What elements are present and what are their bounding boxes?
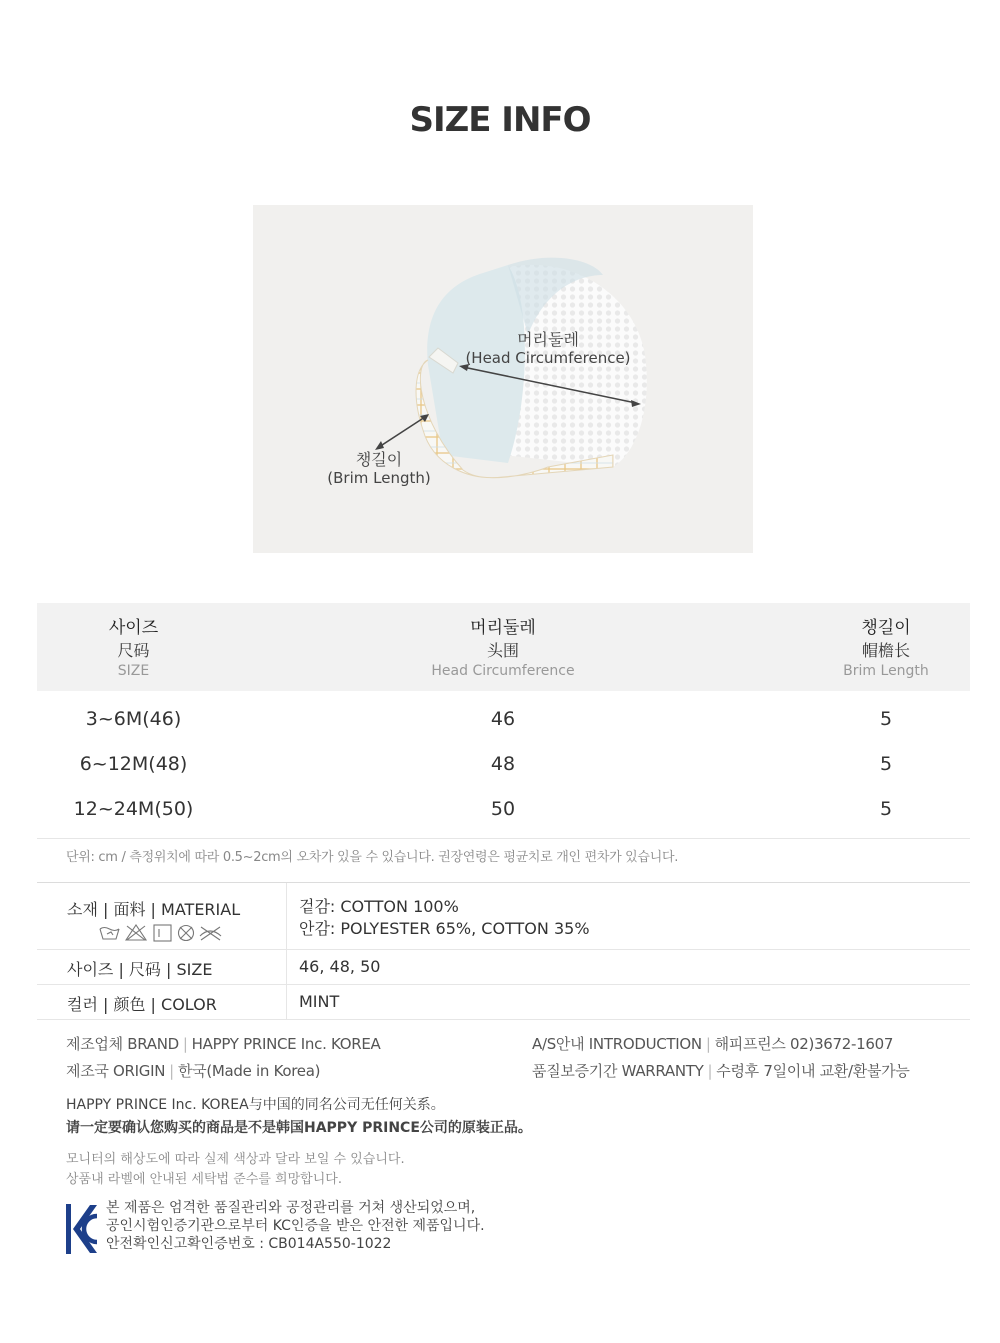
divider xyxy=(286,883,287,1020)
brand-info: 제조업체 BRAND | HAPPY PRINCE Inc. KOREA xyxy=(66,1035,381,1053)
cap-illustration xyxy=(253,205,753,553)
size-value: 46, 48, 50 xyxy=(299,957,381,976)
hand-wash-icon xyxy=(100,928,119,940)
color-row xyxy=(37,985,970,1020)
color-value: MINT xyxy=(299,992,340,1011)
head-cell: 50 xyxy=(490,798,516,820)
origin-info: 제조국 ORIGIN | 한국(Made in Korea) xyxy=(66,1062,321,1080)
size-cell: 12~24M(50) xyxy=(73,798,194,820)
size-cell: 3~6M(46) xyxy=(85,708,182,730)
header-brim-length: 챙길이 帽檐长 Brim Length xyxy=(843,618,929,679)
brim-length-label: 챙길이 (Brim Length) xyxy=(327,450,431,488)
kc-certification-logo-icon xyxy=(64,1202,100,1260)
warranty-info: 품질보증기간 WARRANTY | 수령후 7일이내 교환/환불가능 xyxy=(532,1062,910,1080)
size-table xyxy=(37,603,970,820)
size-table-header xyxy=(37,603,970,691)
head-cell: 48 xyxy=(490,753,516,775)
no-dry-clean-icon xyxy=(200,927,221,940)
table-row xyxy=(37,790,970,830)
brim-cell: 5 xyxy=(879,708,893,730)
brim-cell: 5 xyxy=(879,798,893,820)
material-key: 소재 | 面料 | MATERIAL xyxy=(67,900,241,919)
divider xyxy=(37,838,970,839)
product-info-table xyxy=(37,882,970,1014)
dry-flat-icon xyxy=(154,925,171,941)
table-row xyxy=(37,745,970,785)
no-tumble-dry-icon xyxy=(179,926,194,941)
page-title: SIZE INFO xyxy=(409,100,591,140)
size-key: 사이즈 | 尺码 | SIZE xyxy=(67,960,213,979)
chinese-notice: HAPPY PRINCE Inc. KOREA与中国的同名公司无任何关系。 请一定要确认您购买的商品是不是韩国HAPPY PRINCE公司的原装正品。 xyxy=(66,1097,532,1137)
size-note: 단위: cm / 측정위치에 따라 0.5~2cm의 오차가 있을 수 있습니다. 권장연령은 평균치로 개인 편차가 있습니다. xyxy=(66,850,679,865)
header-head-circumference: 머리둘레 头围 Head Circumference xyxy=(431,618,575,679)
size-cell: 6~12M(48) xyxy=(79,753,188,775)
no-bleach-icon xyxy=(126,925,146,940)
material-value: 겉감: COTTON 100% 안감: POLYESTER 65%, COTTON 35% xyxy=(299,897,590,939)
kc-certification-text: 본 제품은 엄격한 품질관리와 공정관리를 거쳐 생산되었으며, 공인시험인증기관으로부터 KC인증을 받은 안전한 제품입니다. 안전확인신고확인증번호 : CB014A550-1022 xyxy=(106,1200,485,1253)
head-cell: 46 xyxy=(490,708,516,730)
table-row xyxy=(37,700,970,740)
material-row xyxy=(37,883,970,950)
head-circumference-label: 머리둘레 (Head Circumference) xyxy=(465,330,631,368)
monitor-notice: 모니터의 해상도에 따라 실제 색상과 달라 보일 수 있습니다. 상품내 라벨에 안내된 세탁법 준수를 희망합니다. xyxy=(66,1152,405,1188)
cap-photo xyxy=(253,205,753,553)
brim-cell: 5 xyxy=(879,753,893,775)
size-row xyxy=(37,950,970,985)
care-icons xyxy=(99,923,223,947)
header-size: 사이즈 尺码 SIZE xyxy=(108,618,159,679)
color-key: 컬러 | 颜色 | COLOR xyxy=(67,995,217,1014)
as-info: A/S안내 INTRODUCTION | 해피프린스 02)3672-1607 xyxy=(532,1035,894,1053)
